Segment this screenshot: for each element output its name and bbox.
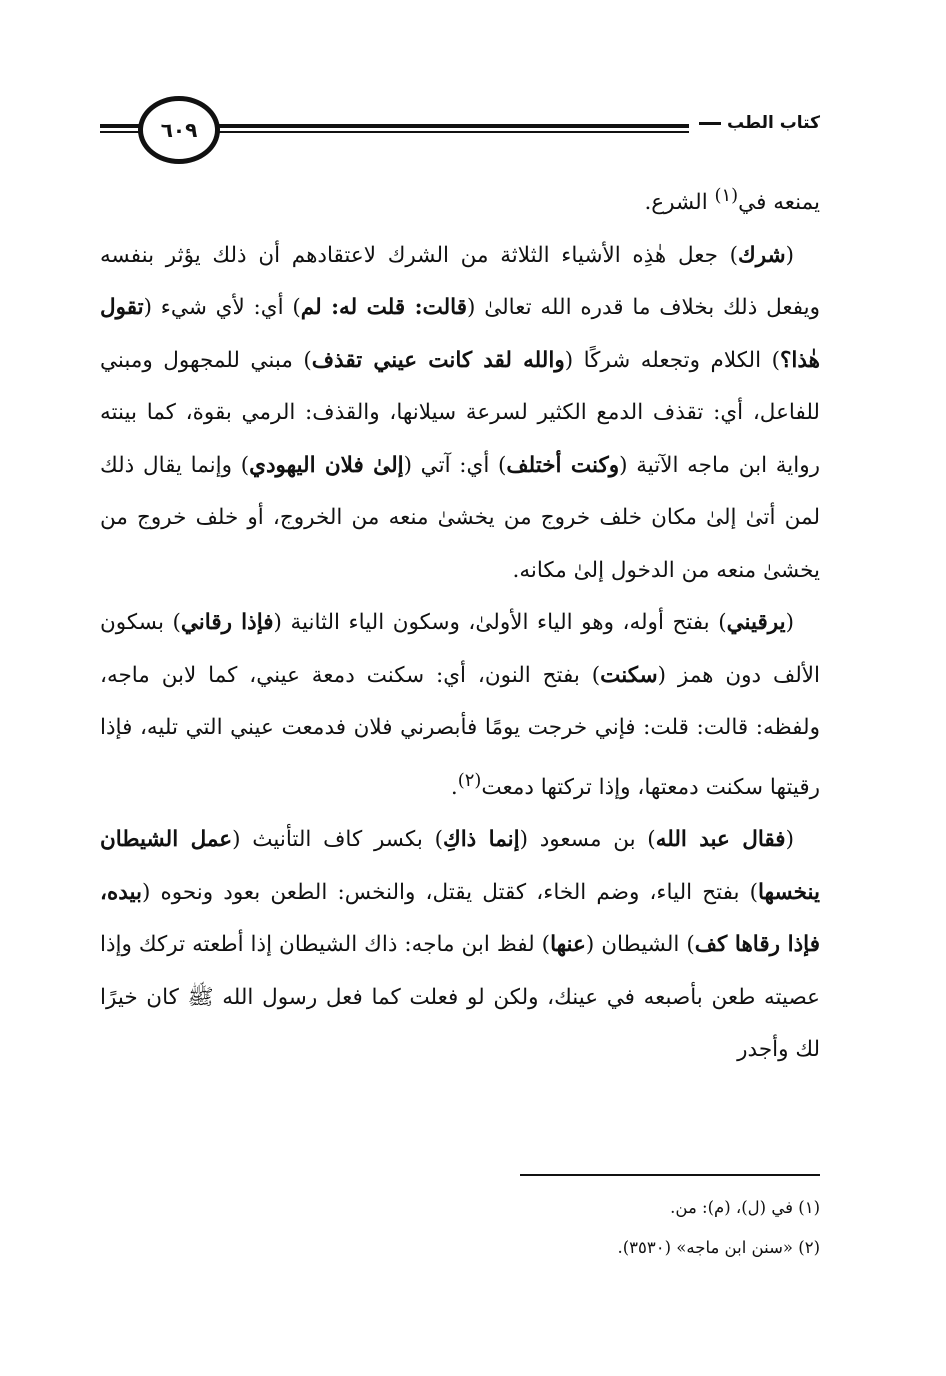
text: ) الكلام وتجعله شركًا ( [564,347,780,373]
footnote-ref-2: (٢) [457,769,482,791]
running-head-dash [699,122,721,125]
paragraph-1 [100,170,820,230]
bold-phrase: إنما ذاكِ [442,827,520,853]
text: ) وإنما يقال ذلك لمن أتىٰ إلىٰ مكان خلف خروج من يخشىٰ منعه من الخروج، أو خلف خروج من يخشىٰ منعه من الدخول إلىٰ مكانه. [100,452,820,583]
footnote-1 [100,1188,820,1228]
text: ( [785,827,794,853]
text: ) جعل هٰذِه الأشياء الثلاثة من الشرك لاعتقادهم أن ذلك يؤثر بنفسه ويفعل ذلك بخلاف ما قدره الله تعالىٰ ( [100,242,821,321]
main-text [100,170,820,1077]
text: الشرع. [644,190,715,216]
text: يمنعه في [738,190,820,216]
page-header [100,96,820,160]
text: ) بن مسعود ( [519,827,656,853]
bold-phrase: شرك [738,242,786,268]
text: ) أي: آتي ( [403,452,507,478]
bold-phrase: عمل الشيطان ينخسها [100,827,820,905]
paragraph-4 [100,814,820,1077]
paragraph-3 [100,597,820,814]
bold-phrase: فإذا رقاني [180,610,274,636]
bold-phrase: تقول هٰذا؟ [100,295,820,373]
running-head [689,113,820,133]
page-number: ٦٠٩ [138,96,220,164]
text: . [450,774,458,800]
footnote-ref-1: (١) [714,185,739,206]
text: ) أي: لأي شيء ( [143,295,301,321]
footnote-2 [100,1228,820,1268]
running-title: كتاب الطب [727,113,820,133]
text: ) مبني للمجهول ومبني للفاعل، أي: تقذف الدمع الكثير لسرعة سيلانها، والقذف: الرمي بقوة، كما بينته رواية ابن ماجه الآتية ( [100,347,821,478]
bold-phrase: والله لقد كانت عيني تقذف [311,347,565,373]
footnotes [100,1188,820,1268]
text: ) بفتح أوله، وهو الياء الأولىٰ، وسكون الياء الثانية ( [273,610,727,636]
paragraph-2 [100,230,820,598]
footnote-separator [520,1174,820,1176]
bold-phrase: فقال عبد الله [655,827,786,853]
text: ) بفتح النون، أي: سكنت دمعة عيني، كما لابن ماجه، ولفظه: قالت: قلت: فإني خرجت يومًا فأبصرني فلان فدمعت عيني التي تليه، فإذا رقيتها سكنت دمعتها، وإذا تركتها دمعت [100,662,820,800]
text: ) بكسر كاف التأنيث ( [232,827,443,853]
text: ) بفتح الياء، وضم الخاء، كقتل يقتل، والنخس: الطعن بعود ونحوه ( [141,879,758,905]
text: ) الشيطان ( [585,932,695,958]
footnote-text: «سنن ابن ماجه» (٣٥٣٠). [617,1238,793,1257]
bold-phrase: سكنت [600,662,658,688]
bold-phrase: قالت: قلت له: لم [300,295,467,321]
text: ) لفظ ابن ماجه: ذاك الشيطان إذا أطعته تركك وإذا عصيته طعن بأصبعه في عينك، ولكن لو فعلت كما فعل رسول الله ﷺ كان خيرًا لك وأجدر [100,932,820,1063]
bold-phrase: وكنت أختلف [506,452,620,478]
footnote-text: في (ل)، (م): من. [670,1198,793,1217]
bold-phrase: بيده، فإذا رقاها كف [100,879,821,958]
footnote-number: (١) [798,1198,820,1217]
text: ) بسكون الألف دون همز ( [100,610,820,688]
text: ( [785,610,795,636]
bold-phrase: إلىٰ فلان اليهودي [249,452,404,478]
bold-phrase: عنها [550,932,586,958]
text: ( [785,242,794,268]
bold-phrase: يرقيني [726,610,786,636]
footnote-number: (٢) [798,1238,820,1257]
